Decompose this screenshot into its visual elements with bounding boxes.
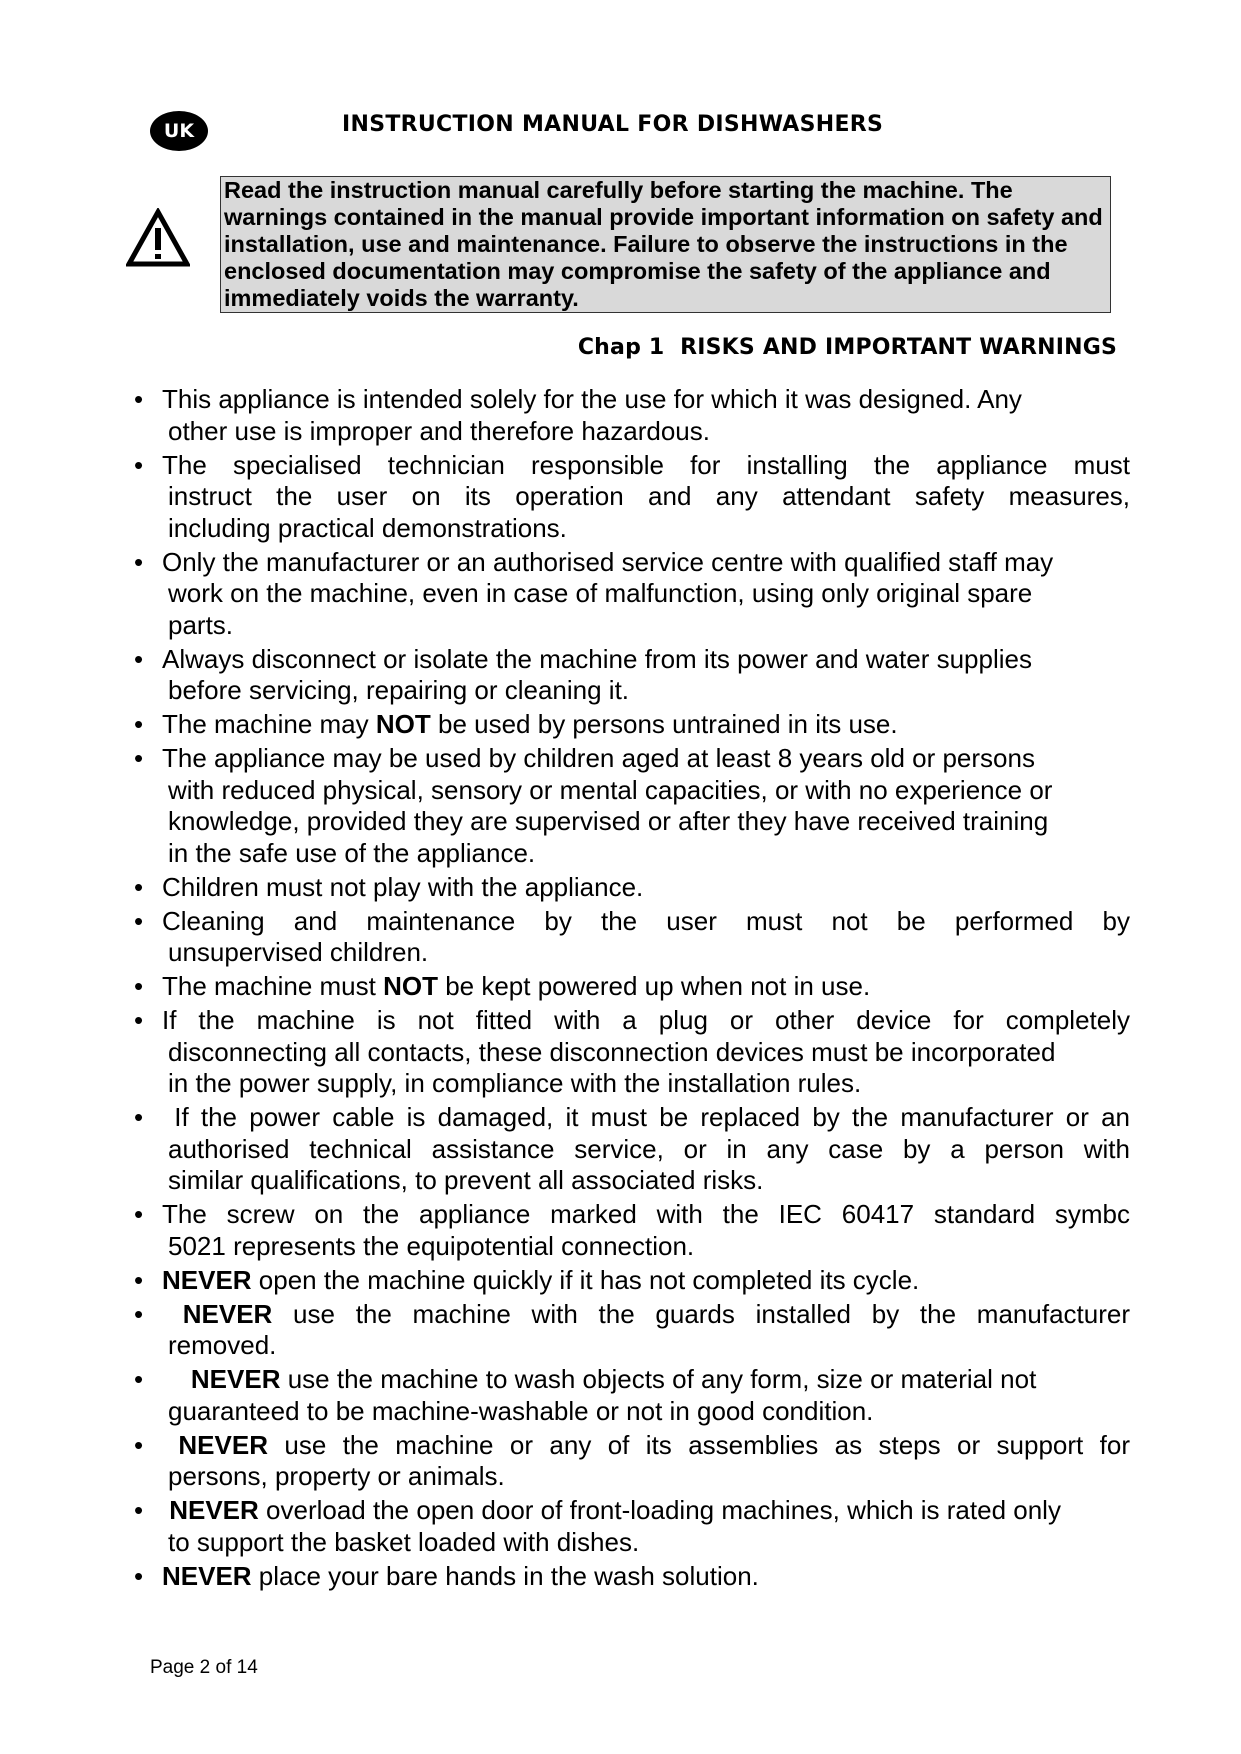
item-text: If the power cable is damaged, it must be replaced by the manufacturer or an: [162, 1102, 1130, 1132]
page-number: Page 2 of 14: [150, 1657, 258, 1678]
bullet-icon: •: [134, 905, 144, 936]
bullet-icon: •: [134, 546, 144, 577]
bullet-icon: •: [134, 384, 144, 414]
item-continuation-line: including practical demonstrations.: [168, 512, 567, 543]
bullet-icon: •: [134, 1264, 144, 1295]
item-first-line: [162, 1364, 1130, 1396]
item-text: The appliance may be used by children aged at least 8 years old or persons: [162, 743, 1035, 773]
item-continuation-line: disconnecting all contacts, these disconnection devices must be incorporated: [168, 1036, 1056, 1067]
bullet-icon: •: [134, 1298, 144, 1329]
item-text: Only the manufacturer or an authorised service centre with qualified staff may: [162, 546, 1054, 577]
item-continuation-line: with reduced physical, sensory or mental capacities, or with no experience or: [168, 774, 1053, 805]
item-first-line: [162, 1265, 1130, 1297]
bullet-icon: •: [134, 1199, 144, 1229]
item-first-line: [162, 644, 1130, 676]
warning-list-item: [130, 743, 1130, 869]
warning-list-item: [130, 872, 1130, 904]
warning-line: installation, use and maintenance. Failure to observe the instructions in the: [224, 231, 1068, 257]
item-continuation-line: persons, property or animals.: [168, 1461, 505, 1491]
item-text: Always disconnect or isolate the machine from its power and water supplies: [162, 643, 1032, 674]
warning-line: enclosed documentation may compromise the safety of the appliance and: [224, 258, 1051, 284]
bullet-icon: •: [134, 743, 144, 773]
item-continuation-line: removed.: [168, 1330, 277, 1360]
item-first-line: [162, 971, 1130, 1003]
item-continuation-line: instruct the user on its operation and any attendant safety measures,: [168, 481, 1130, 511]
warning-line: immediately voids the warranty.: [224, 285, 579, 311]
not-keyword: NOT: [383, 971, 438, 1001]
warning-list-item: [130, 547, 1130, 642]
item-text: If the machine is not fitted with a plug or other device for completely: [162, 1005, 1130, 1035]
item-text: The specialised technician responsible for installing the appliance must: [162, 449, 1130, 480]
item-continuation-line: similar qualifications, to prevent all associated risks.: [168, 1165, 764, 1195]
item-continuation-line: in the power supply, in compliance with the installation rules.: [168, 1068, 862, 1098]
item-continuation-line: unsupervised children.: [168, 937, 429, 967]
warning-list-item: [130, 1102, 1130, 1197]
document-title: INSTRUCTION MANUAL FOR DISHWASHERS: [342, 112, 884, 137]
item-first-line: [162, 1199, 1130, 1231]
item-first-line: [162, 872, 1130, 904]
item-continuation-line: work on the machine, even in case of malfunction, using only original spare: [168, 578, 1033, 608]
item-first-line: [162, 450, 1130, 482]
item-continuation-line: to support the basket loaded with dishes.: [168, 1526, 640, 1557]
item-text: overload the open door of front-loading machines, which is rated only: [258, 1495, 1061, 1525]
item-first-line: [162, 1005, 1130, 1037]
not-keyword: NOT: [375, 709, 431, 739]
bullet-icon: •: [134, 449, 144, 480]
bullet-icon: •: [134, 871, 144, 902]
item-first-line: [162, 1102, 1130, 1134]
bullet-icon: •: [134, 971, 144, 1001]
item-continuation-line: other use is improper and therefore hazardous.: [168, 415, 710, 446]
warning-list-item: [130, 644, 1130, 707]
item-first-line: [162, 1561, 1130, 1593]
item-first-line: [162, 709, 1130, 741]
item-text: The machine may NOT be used by persons untrained in its use.: [162, 709, 898, 739]
item-text: Children must not play with the appliance.: [162, 871, 644, 902]
never-keyword: NEVER: [162, 1264, 252, 1295]
never-keyword: NEVER: [162, 1495, 259, 1525]
item-continuation-line: guaranteed to be machine-washable or not in good condition.: [168, 1395, 874, 1426]
bullet-icon: •: [134, 709, 144, 739]
item-continuation-line: authorised technical assistance service, or in any case by a person with: [168, 1133, 1130, 1164]
bullet-icon: •: [134, 1102, 144, 1132]
warning-list-item: [130, 1364, 1130, 1427]
never-keyword: NEVER: [162, 1298, 273, 1329]
never-keyword: NEVER: [162, 1364, 281, 1394]
warning-list-item: [130, 1265, 1130, 1297]
item-first-line: [162, 906, 1130, 938]
item-continuation-line: parts.: [168, 609, 234, 640]
item-first-line: [162, 1430, 1130, 1462]
warning-list-item: [130, 1199, 1130, 1262]
chapter-heading: Chap 1 RISKS AND IMPORTANT WARNINGS: [577, 335, 1117, 360]
item-continuation-line: before servicing, repairing or cleaning it.: [168, 675, 630, 705]
bullet-icon: •: [134, 1495, 144, 1525]
item-text: open the machine quickly if it has not completed its cycle.: [251, 1264, 920, 1295]
item-text: place your bare hands in the wash solution.: [251, 1560, 759, 1591]
warning-line: Read the instruction manual carefully before starting the machine. The: [224, 177, 1013, 203]
warning-list-item: [130, 384, 1130, 447]
never-keyword: NEVER: [162, 1560, 252, 1591]
warning-list-item: [130, 1561, 1130, 1593]
warning-list-item: [130, 1005, 1130, 1100]
warning-list-item: [130, 906, 1130, 969]
item-continuation-line: 5021 represents the equipotential connection.: [168, 1230, 695, 1261]
warning-list-item: [130, 1430, 1130, 1493]
bullet-icon: •: [134, 1005, 144, 1035]
bullet-icon: •: [134, 1364, 144, 1394]
item-first-line: [162, 1299, 1130, 1331]
item-text: use the machine or any of its assemblies as steps or support for: [267, 1429, 1130, 1460]
item-first-line: [162, 1495, 1130, 1527]
warning-line: warnings contained in the manual provide important information on safety and: [224, 204, 1103, 230]
item-text: This appliance is intended solely for the use for which it was designed. Any: [162, 384, 1022, 414]
warning-list-item: [130, 1495, 1130, 1558]
item-text: Cleaning and maintenance by the user must not be performed by: [162, 905, 1130, 936]
safety-warning-box: [220, 176, 1111, 313]
item-continuation-line: knowledge, provided they are supervised or after they have received training: [168, 806, 1049, 836]
bullet-icon: •: [134, 1560, 144, 1591]
item-text: The screw on the appliance marked with the IEC 60417 standard symbc: [162, 1199, 1130, 1229]
item-text: use the machine with the guards installed by the manufacturer: [272, 1298, 1130, 1329]
item-first-line: [162, 547, 1130, 579]
warning-list-item: [130, 450, 1130, 545]
never-keyword: NEVER: [162, 1429, 268, 1460]
item-continuation-line: in the safe use of the appliance.: [168, 837, 536, 868]
item-first-line: [162, 743, 1130, 775]
warnings-list: [130, 384, 1130, 1595]
item-text: The machine must NOT be kept powered up when not in use.: [162, 971, 871, 1001]
bullet-icon: •: [134, 1429, 144, 1460]
warning-list-item: [130, 1299, 1130, 1362]
item-first-line: [162, 384, 1130, 416]
warning-list-item: [130, 971, 1130, 1003]
warning-triangle-icon: [126, 208, 190, 268]
bullet-icon: •: [134, 643, 144, 674]
item-text: use the machine to wash objects of any form, size or material not: [280, 1364, 1037, 1394]
warning-list-item: [130, 709, 1130, 741]
uk-language-badge: UK: [150, 111, 208, 151]
